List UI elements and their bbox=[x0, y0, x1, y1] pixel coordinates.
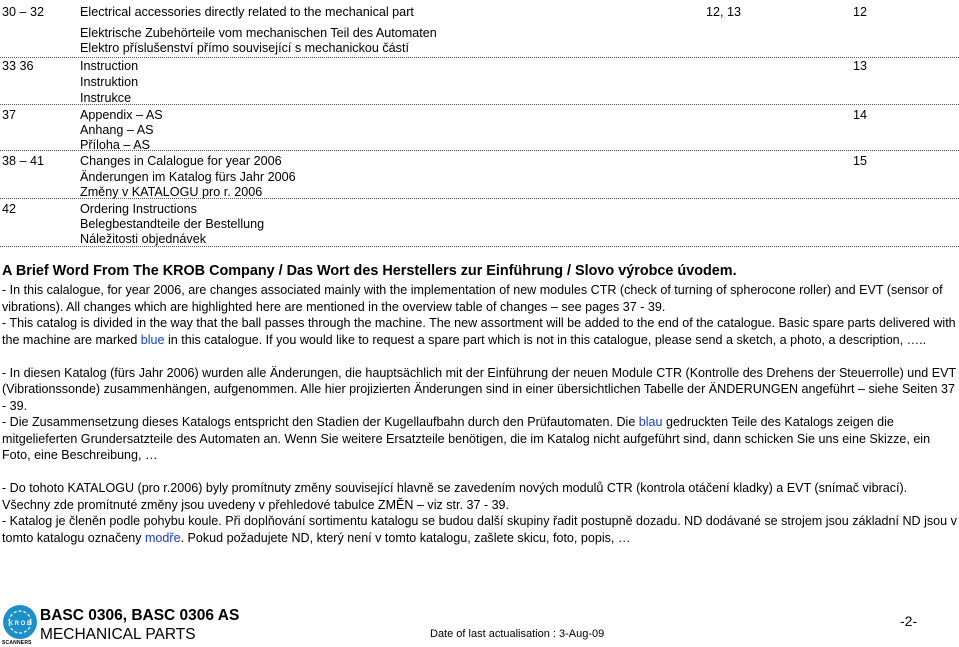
toc-row bbox=[0, 105, 959, 151]
paragraph-cz-structure: - Katalog je členěn podle pohybu koule. Při doplňování sortimentu katalogu se budou další skupiny řadit postupně dozadu. ND dodávané se strojem jsou základní ND jsou v tomto katalogu označeny modře. Pokud požadujete ND, který není v tomto katalogu, zašlete skicu, foto, popis, … bbox=[2, 514, 957, 545]
toc-row bbox=[0, 199, 959, 247]
toc-title-cz: Příloha – AS bbox=[80, 138, 151, 152]
toc-title: Appendix – AS bbox=[80, 108, 163, 122]
blue-highlight: blue bbox=[140, 332, 165, 347]
section-heading: A Brief Word From The KROB Company / Das Wort des Herstellers zur Einführung / Slovo výrobce úvodem. bbox=[2, 263, 737, 279]
toc-title-de: Belegbestandteile der Bestellung bbox=[80, 216, 265, 231]
toc-page-range: 33 36 bbox=[2, 59, 34, 73]
toc-title: Instruction bbox=[80, 59, 139, 73]
toc-row bbox=[0, 151, 959, 199]
svg-text:K R O B: K R O B bbox=[8, 621, 32, 627]
paragraph-cz-changes: - Do tohoto KATALOGU (pro r.2006) byly promítnuty změny související hlavně se zavedením nových modulů CTR (kontrola otáčení kladky) a EVT (snímač vibrací). Všechny zde promítnuté změny jsou uvedeny v přehledové tabulce ZMĚN – viz str. 37 - 39. bbox=[2, 481, 908, 512]
toc-title-de: Änderungen im Katalog fürs Jahr 2006 bbox=[80, 169, 296, 184]
toc-page-range: 37 bbox=[2, 108, 17, 122]
table-of-contents bbox=[0, 0, 959, 247]
toc-page-range: 38 – 41 bbox=[2, 154, 45, 168]
toc-page-range: 30 – 32 bbox=[2, 5, 45, 19]
blue-highlight: blau bbox=[638, 415, 663, 429]
toc-title-cz: Náležitosti objednávek bbox=[80, 232, 207, 246]
toc-page-ref: 12, 13 bbox=[706, 5, 742, 19]
toc-title: Ordering Instructions bbox=[80, 202, 197, 216]
toc-page-ref: 12 bbox=[853, 5, 868, 19]
krob-logo-icon bbox=[2, 604, 38, 640]
toc-title-cz: Elektro příslušenství přímo související s mechanickou částí bbox=[80, 41, 409, 55]
intro-text bbox=[2, 282, 957, 546]
toc-page-ref: 14 bbox=[853, 108, 868, 122]
page-number: -2- bbox=[900, 613, 918, 629]
toc-page-ref: 13 bbox=[853, 59, 868, 73]
blue-highlight: modře bbox=[144, 530, 181, 545]
toc-title: Changes in Calalogue for year 2006 bbox=[80, 154, 282, 168]
toc-title-cz: Instrukce bbox=[80, 91, 132, 105]
logo-caption: SCANNERS bbox=[2, 640, 32, 646]
toc-title: Electrical accessories directly related to the mechanical part bbox=[80, 5, 414, 19]
paragraph-en-structure: - This catalog is divided in the way that the ball passes through the machine. The new assortment will be added to the end of the catalogue. Basic spare parts delivered with the machine are marked blue in this catalogue. If you would like to request a spare part which is not in this catalogue, please send a sketch, a photo, a description, ….. bbox=[2, 316, 956, 347]
toc-title-cz: Změny v KATALOGU pro r. 2006 bbox=[80, 185, 263, 199]
toc-page-range: 42 bbox=[2, 202, 17, 216]
toc-title-de: Instruktion bbox=[80, 74, 139, 89]
page-footer bbox=[0, 600, 959, 647]
paragraph-en-changes: - In this calalogue, for year 2006, are changes associated mainly with the implementation of new modules CTR (check of turning of spherocone roller) and EVT (sensor of vibrations). All changes which are highlighted here are mentioned in the overview table of changes – see pages 37 - 39. bbox=[2, 283, 943, 314]
paragraph-de-changes: - In diesen Katalog (fürs Jahr 2006) wurden alle Änderungen, die hauptsächlich mit der Einführung der neuen Module CTR (Kontrolle des Drehens der Steuerrolle) und EVT (Vibrationssonde) zusammenhängen, aufgenommen. Alle hier projizierten Änderungen sind in einer übersichtlichen Tabelle der ÄNDERUNGEN angeführt – siehe Seiten 37 - 39. bbox=[2, 365, 956, 413]
toc-row bbox=[0, 0, 959, 58]
toc-title-de: Anhang – AS bbox=[80, 122, 154, 137]
paragraph-de-structure: - Die Zusammensetzung dieses Katalogs entspricht den Stadien der Kugellaufbahn durch den Prüfautomaten. Die blau gedruckten Teile des Katalogs zeigen die mitgelieferten Grundersatzteile des Automaten an. Wenn Sie weitere Ersatzteile benötigen, die im Katalog nicht aufgeführt sind, dann schicken Sie uns eine Skizze, ein Foto, eine Beschreibung, … bbox=[2, 415, 931, 462]
toc-row bbox=[0, 58, 959, 105]
document-subtitle: MECHANICAL PARTS bbox=[40, 626, 196, 643]
toc-title-de: Elektrische Zubehörteile vom mechanischen Teil des Automaten bbox=[80, 25, 437, 40]
document-title: BASC 0306, BASC 0306 AS bbox=[40, 607, 240, 624]
toc-page-ref: 15 bbox=[853, 154, 868, 168]
actualisation-date: Date of last actualisation : 3-Aug-09 bbox=[430, 628, 605, 640]
